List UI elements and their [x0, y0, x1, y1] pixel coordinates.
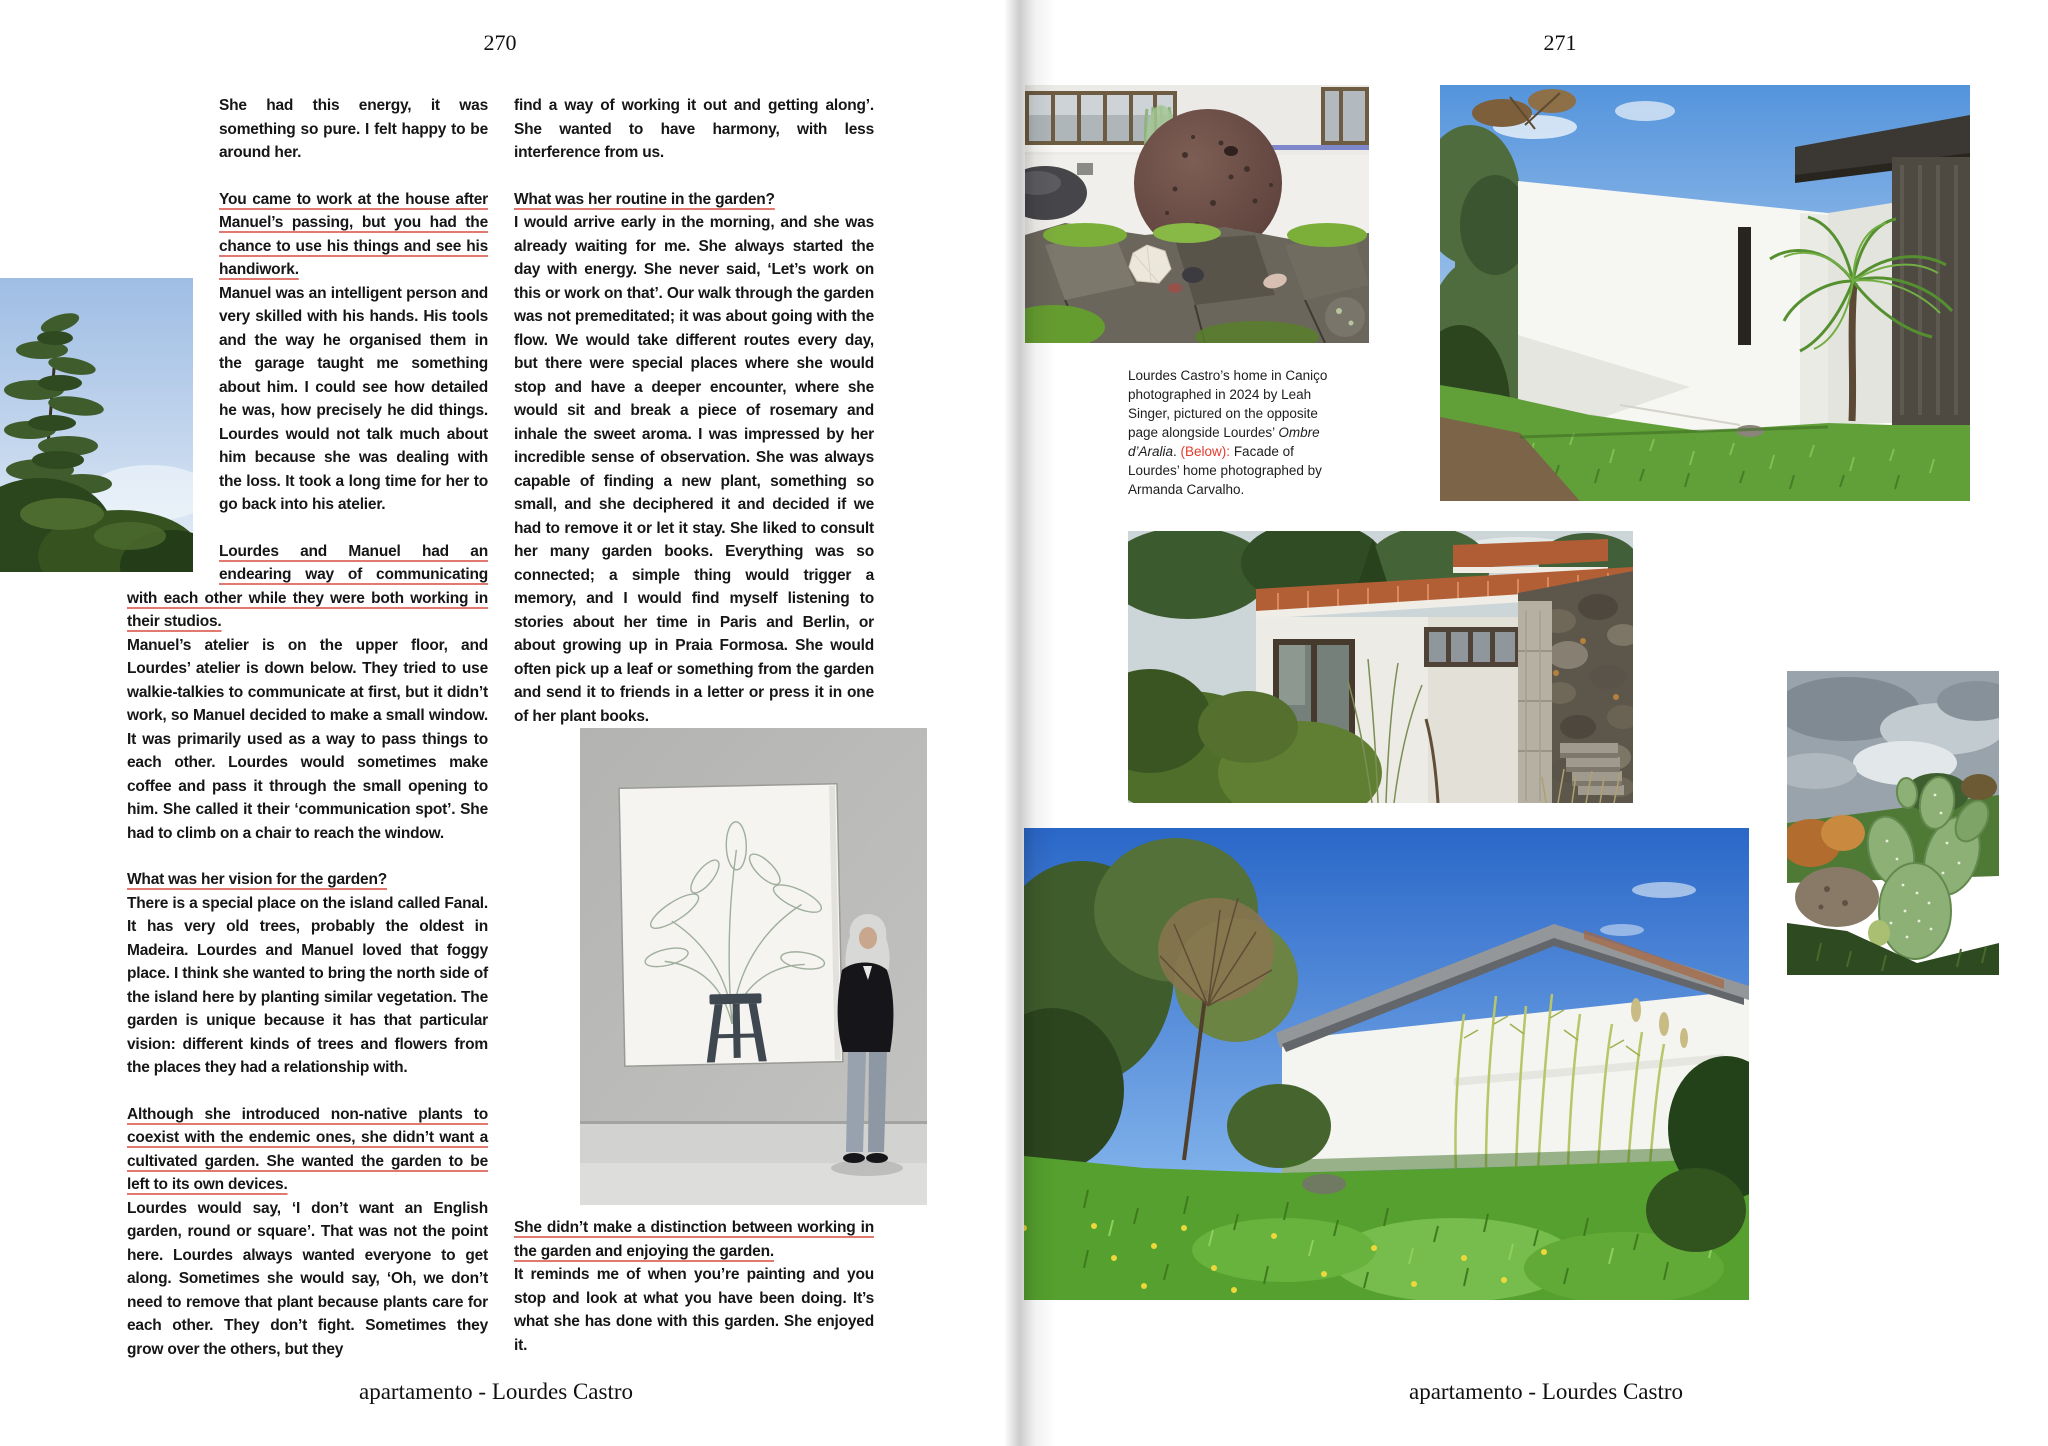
gallery-photo [580, 728, 927, 1205]
caption-below-label: (Below): [1180, 444, 1231, 459]
footer-left: apartamento - Lourdes Castro [359, 1379, 633, 1404]
interview-question: What was her vision for the garden? [127, 871, 387, 888]
interview-answer: Manuel was an intelligent person and very skilled with his hands. His tools and the way he organised them in the garage taught me something about him. I could see how detailed he was, how precisely he did things. Lourdes would not talk much about him because she was dealing with the loss. It took a long time for her to go back into his atelier. [219, 284, 488, 513]
interview-question: What was her routine in the garden? [514, 190, 775, 208]
page-number-left: 270 [483, 30, 517, 55]
garden-facade-photo [1024, 828, 1749, 1300]
interview-answer: Lourdes would say, ‘I don’t want an English garden, round or square’. That was not the point here. Lourdes always wanted everyone to get along. Sometimes she would say, ‘Oh, we don’t need to remove that plant because plants care for each other. They don’t fight. Sometimes they grow over the others, but they [127, 1199, 488, 1358]
page-number-right: 271 [1543, 30, 1577, 55]
interview-question: Although she introduced non-native plants to coexist with the endemic ones, she didn’t want a cultivated garden. She wanted the garden to be left to its own devices. [127, 1105, 488, 1193]
interview-answer: It reminds me of when you’re painting and you stop and look at what you have been doing. It’s what she has done with this garden. She enjoyed it. [514, 1266, 874, 1354]
text-column-2-bottom [514, 1216, 874, 1357]
text-column-2 [514, 94, 874, 728]
interview-answer: There is a special place on the island called Fanal. It has very old trees, probably the oldest in Madeira. Lourdes and Manuel loved that foggy place. I think she wanted to bring the north side of the island here by planting similar vegetation. The garden is unique because it has that particular vision: different kinds of trees and flowers from the places they had a relationship with. [127, 894, 488, 1076]
interview-answer: I would arrive early in the morning, and she was already waiting for me. She always started the day with energy. She never said, ‘Let’s work on this or work on that’. Our walk through the garden was not premeditated; it was about going with the flow. We would take different routes every day, but there were special places where she would stop and have a deeper encounter, where she would sit and break a piece of rosemary and inhale the sweet aroma. I was impressed by her incredible sense of observation. She was always capable of finding a new plant, something so small, and she deciphered it and decided if we had to remove it or let it stay. She liked to consult her many garden books. Everything was so connected; a simple thing would trigger a memory, and I would find myself listening to stories about her time in Paris and Berlin, or about growing up in Praia Formosa. She would often pick up a leaf or something from the garden and send it to friends in a letter or press it in one of her plant books. [514, 214, 874, 725]
caption-text: Facade of Lourdes’ home photographed by Armanda Carvalho. [1128, 444, 1322, 497]
white-building-photo [1440, 85, 1970, 501]
photo-caption: Lourdes Castro’s home in Caniço photographed in 2024 by Leah Singer, pictured on the opposite page alongside Lourdes’ Ombre d’Aralia. (Below): Facade of Lourdes’ home photographed by Armanda Carvalho. [1128, 368, 1328, 497]
tree-photo [0, 278, 193, 572]
interview-question: You came to work at the house after Manuel’s passing, but you had the chance to use his things and see his handiwork. [219, 190, 488, 278]
cactus-photo [1787, 671, 1999, 975]
interview-question: She didn’t make a distinction between working in the garden and enjoying the garden. [514, 1219, 874, 1260]
caption-text: Lourdes Castro’s home in Caniço photographed in 2024 by Leah Singer, pictured on the opposite page alongside Lourdes’ [1128, 368, 1328, 440]
caption-artwork-title: Ombre d’Aralia [1128, 425, 1320, 459]
footer-right: apartamento - Lourdes Castro [1409, 1379, 1683, 1404]
interview-answer: find a way of working it out and getting along’. She wanted to have harmony, with less interference from us. [514, 97, 874, 161]
rock-sculpture-photo [1025, 85, 1369, 343]
stone-house-photo [1128, 531, 1633, 803]
interview-question: Lourdes and Manuel had an endearing way of communicating with each other while they were both working in their studios. [127, 542, 488, 630]
interview-answer: Manuel’s atelier is on the upper floor, and Lourdes’ atelier is down below. They tried to use walkie-talkies to communicate at first, but it didn’t work, so Manuel decided to make a small window. It was primarily used as a way to pass things to each other. Lourdes would sometimes make coffee and pass it through the small opening to him. She called it their ‘communication spot’. She had to climb on a chair to reach the window. [127, 636, 488, 842]
interview-answer: She had this energy, it was something so pure. I felt happy to be around her. [219, 97, 488, 161]
